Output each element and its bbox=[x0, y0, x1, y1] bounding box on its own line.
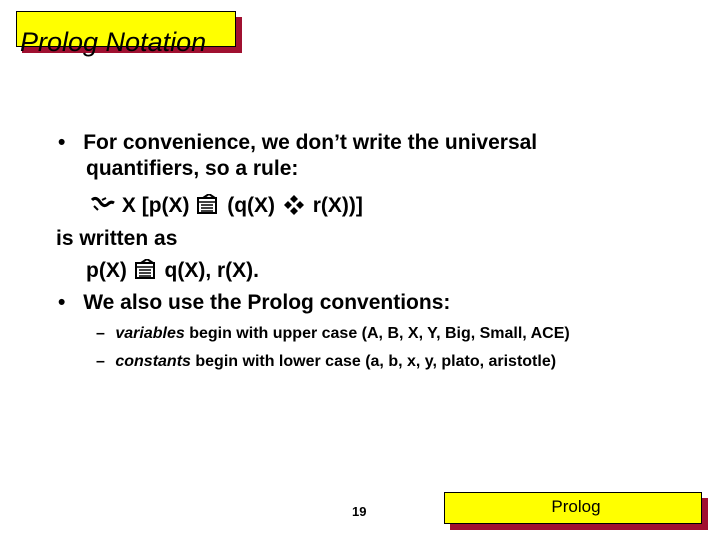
bullet-1-text: For convenience, we don’t write the universal bbox=[83, 131, 538, 154]
and-diamond-icon bbox=[281, 194, 307, 216]
formula-prolog bbox=[86, 258, 259, 284]
sub-bullet-term: variables bbox=[115, 325, 185, 342]
formula-part-2: (q(X) bbox=[227, 194, 276, 217]
bullet-marker: • bbox=[58, 291, 66, 314]
forall-symbol-icon bbox=[90, 194, 116, 216]
formula-part-3: r(X))] bbox=[312, 194, 363, 217]
bullet-2 bbox=[58, 290, 450, 316]
sub-bullet-variables bbox=[96, 324, 570, 344]
bullet-1-line-1 bbox=[58, 130, 537, 156]
written-as-text: is written as bbox=[56, 227, 178, 250]
sub-bullet-dash: – bbox=[96, 353, 105, 370]
sub-bullet-constants bbox=[96, 352, 556, 372]
formula-body: q(X), r(X). bbox=[164, 259, 260, 282]
implies-symbol-icon bbox=[195, 194, 221, 216]
slide-title: Prolog Notation bbox=[20, 27, 207, 57]
footer-label-box bbox=[444, 492, 710, 532]
sub-bullet-term: constants bbox=[115, 353, 191, 370]
formula-part-1: [p(X) bbox=[141, 194, 190, 217]
slide-title-box bbox=[16, 11, 244, 55]
formula-head: p(X) bbox=[86, 259, 127, 282]
sub-bullet-text: begin with upper case (A, B, X, Y, Big, Small, ACE) bbox=[184, 325, 570, 342]
formula-rule bbox=[90, 193, 363, 219]
bullet-marker: • bbox=[58, 131, 66, 154]
formula-var: X bbox=[121, 194, 136, 217]
footer-label: Prolog bbox=[551, 497, 601, 516]
implies-symbol-icon bbox=[133, 259, 159, 281]
bullet-2-text: We also use the Prolog conventions: bbox=[83, 291, 451, 314]
page-number: 19 bbox=[352, 504, 367, 519]
sub-bullet-text: begin with lower case (a, b, x, y, plato, aristotle) bbox=[190, 353, 557, 370]
bullet-1-line-2: quantifiers, so a rule: bbox=[86, 157, 299, 180]
sub-bullet-dash: – bbox=[96, 325, 105, 342]
